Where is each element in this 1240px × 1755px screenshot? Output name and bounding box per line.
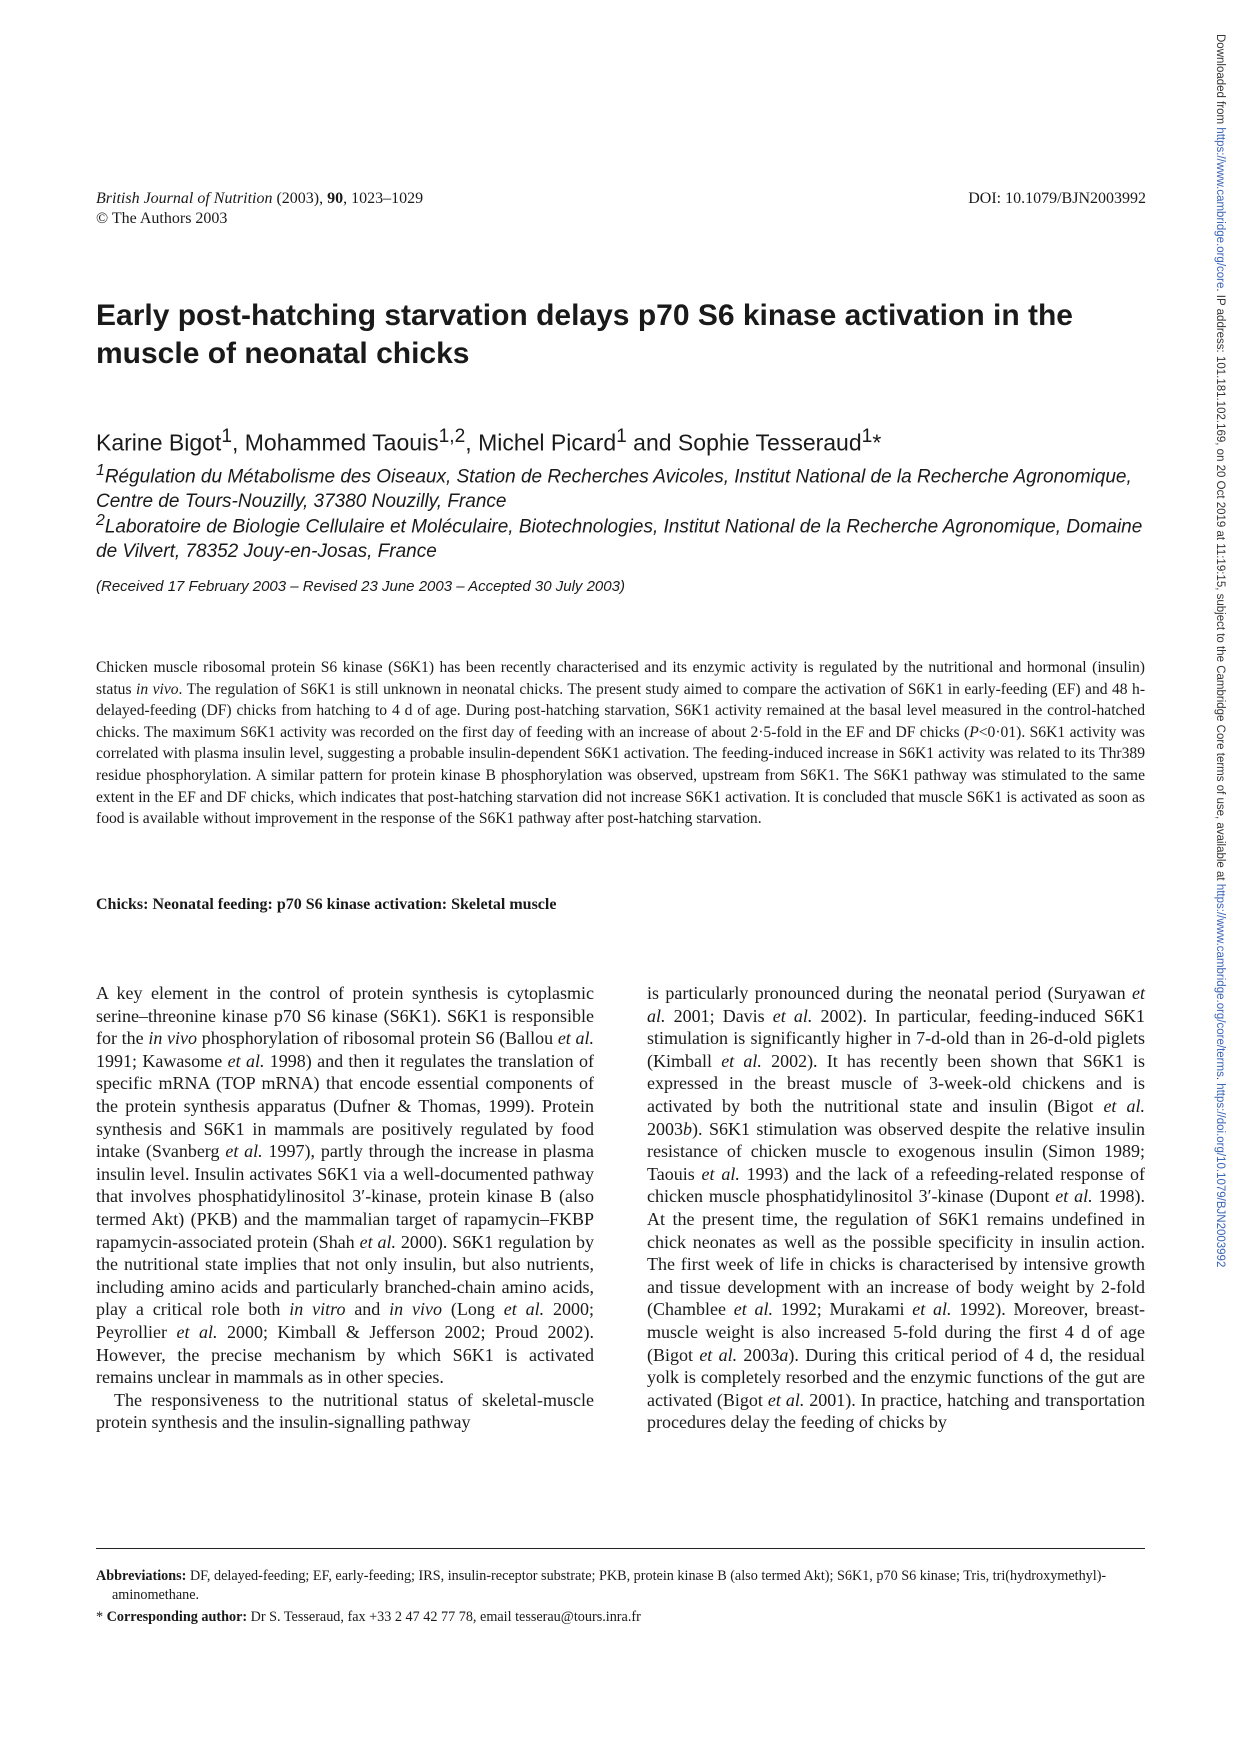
core-link[interactable]: https://www.cambridge.org/core [1214, 127, 1226, 289]
text-run: 2000; Peyrollier [96, 1299, 594, 1342]
text-run: (Long [442, 1299, 504, 1320]
article-title: Early post-hatching starvation delays p70 S6 kinase activation in the muscle of neonatal chicks [96, 299, 1073, 370]
abbreviations-label: Abbreviations: [96, 1568, 187, 1584]
watermark-sep: . [1214, 1076, 1226, 1084]
doi-label: DOI: 10.1079/BJN2003992 [968, 190, 1146, 207]
text-run-italic: et al. [225, 1141, 263, 1162]
abstract-text: <0·01). S6K1 activity was correlated with plasma insulin level, suggesting a probable insulin-dependent S6K1 activation. The feeding-induced increase in S6K1 activity was related to its Thr389 residue phosphorylation. A similar pattern for protein kinase B phosphorylation was observed, upstream from S6K1. The S6K1 pathway was stimulated to the same extent in the EF and DF chicks, which indicates that post-hatching starvation did not increase S6K1 activation. It is concluded that muscle S6K1 is activated as soon as food is available without improvement in the response of the S6K1 pathway after post-hatching starvation. [96, 723, 1145, 828]
affiliation-text: Régulation du Métabolisme des Oiseaux, Station de Recherches Avicoles, Institut National de la Recherche Agronomique, Centre de Tours-Nouzilly, 37380 Nouzilly, France [96, 466, 1132, 512]
watermark-prefix: Downloaded from [1214, 34, 1226, 128]
journal-citation [96, 189, 423, 229]
text-run: 1992). Moreover, breast-muscle weight is also increased 5-fold during the first 4 d of age (Bigot [647, 1299, 1145, 1365]
affiliation-number: 1 [96, 462, 105, 479]
text-run: 1993) and the lack of a refeeding-related response of chicken muscle phosphatidylinositol 3′-kinase (Dupont [647, 1163, 1145, 1207]
text-run-italic: in vitro [289, 1299, 346, 1320]
keywords: Chicks: Neonatal feeding: p70 S6 kinase activation: Skeletal muscle [96, 896, 557, 913]
journal-line [96, 189, 423, 209]
text-run-italic: et al. [721, 1050, 762, 1071]
text-run: phosphorylation of ribosomal protein S6 (Ballou [197, 1028, 558, 1049]
text-run: 2001). In practice, hatching and transportation procedures delay the feeding of chicks by [647, 1389, 1145, 1433]
affiliation-text: Laboratoire de Biologie Cellulaire et Moléculaire, Biotechnologies, Institut National de la Recherche Agronomique, Domaine de Vilvert, 78352 Jouy-en-Josas, France [96, 516, 1143, 562]
author-name: Karine Bigot [96, 429, 222, 456]
text-run-italic: in vivo [148, 1028, 198, 1049]
watermark-middle: . IP address: 101.181.102.169, on 20 Oct 2019 at 11:19:15, subject to the Cambridge Core terms of use, available at [1214, 288, 1226, 884]
corresponding-mark: * [96, 1609, 104, 1625]
journal-volume: 90 [327, 190, 344, 207]
download-watermark [1213, 34, 1227, 1267]
text-run: is particularly pronounced during the neonatal period (Suryawan [647, 983, 1132, 1003]
doi-link[interactable]: https://doi.org/10.1079/BJN2003992 [1214, 1083, 1226, 1268]
text-run: 1997), partly through the increase in plasma insulin level. Insulin activates S6K1 via a well-documented pathway that involves phosphatidylinositol 3′-kinase, protein kinase B (also termed Akt) (PKB) and the mammalian target of rapamycin–FKBP rapamycin-associated protein (Shah [96, 1141, 594, 1252]
author-affil-sup: 1 [616, 426, 627, 447]
abstract-text: . The regulation of S6K1 is still unknown in neonatal chicks. The present study aimed to compare the activation of S6K1 in early-feeding (EF) and 48 h-delayed-feeding (DF) chicks from hatching to 4 d of age. During post-hatching starvation, S6K1 activity remained at the basal level measured in the control-hatched chicks. The maximum S6K1 activity was recorded on the first day of feeding with an increase of about 2·5-fold in the EF and DF chicks ( [96, 680, 1146, 741]
text-run-italic: a [779, 1344, 789, 1365]
author-affil-sup: 1,2 [438, 426, 466, 447]
journal-year: (2003), [272, 190, 328, 207]
text-run-italic: et al. [699, 1344, 738, 1365]
abbreviations-text: DF, delayed-feeding; EF, early-feeding; IRS, insulin-receptor substrate; PKB, protein kinase B (also termed Akt); S6K1, p70 S6 kinase; Tris, tri(hydroxymethyl)-aminomethane. [112, 1568, 1107, 1603]
text-run: A key element in the control of protein synthesis is cytoplasmic serine–threonine kinase p70 S6 kinase (S6K1). S6K1 is responsible for the [96, 983, 594, 1049]
text-run: 2002). It has recently been shown that S6K1 is expressed in the breast muscle of 3-week-old chickens and is activated by both the nutritional state and insulin (Bigot [647, 1050, 1145, 1116]
abstract [96, 657, 1145, 830]
text-run: and [345, 1299, 390, 1320]
affiliation-number: 2 [96, 512, 105, 529]
author-list [96, 423, 881, 457]
affiliation-2 [96, 509, 1146, 564]
corresponding-author-footnote [96, 1608, 1145, 1627]
text-run: 2002). In particular, feeding-induced S6K1 stimulation is significantly higher in 7-d-old than in 26-d-old piglets (Kimball [647, 1005, 1146, 1071]
body-paragraph: The responsiveness to the nutritional status of skeletal-muscle protein synthesis and the insulin-signalling pathway [96, 1389, 594, 1433]
text-run: 2000). S6K1 regulation by the nutritional state implies that not only insulin, but also nutrients, including amino acids and particularly branched-chain amino acids, play a critical role both [96, 1231, 595, 1320]
abstract-text: Chicken muscle ribosomal protein S6 kinase (S6K1) has been recently characterised and its enzymic activity is regulated by the nutritional and hormonal (insulin) status [96, 659, 1145, 698]
text-run-italic: et al. [503, 1299, 545, 1320]
corresponding-text: Dr S. Tesseraud, fax +33 2 47 42 77 78, email tesserau@tours.inra.fr [247, 1609, 641, 1625]
text-run-italic: et al. [772, 1005, 813, 1026]
author-name: and Sophie Tesseraud [626, 429, 862, 456]
text-run-italic: b [683, 1118, 692, 1139]
text-run-italic: et al. [359, 1231, 396, 1252]
copyright: © The Authors 2003 [96, 210, 228, 227]
text-run-italic: et al. [557, 1028, 594, 1049]
body-column-left [96, 982, 594, 1434]
text-run-italic: et al. [227, 1050, 265, 1071]
text-run-italic: et al. [176, 1321, 218, 1342]
abbreviations-line [96, 1567, 1145, 1605]
text-run: 1991; Kawasome [96, 1050, 228, 1071]
text-run: 2000; Kimball & Jefferson 2002; Proud 2002). However, the precise mechanism by which S6K1 is activated remains unclear in mammals as in other species. [96, 1321, 594, 1388]
journal-name: British Journal of Nutrition [96, 190, 273, 207]
text-run: ). S6K1 stimulation was observed despite the relative insulin resistance of chicken muscle to exogenous insulin (Simon 1989; Taouis [647, 1118, 1145, 1184]
author-name: , Michel Picard [465, 429, 617, 456]
body-paragraph [647, 982, 1145, 1434]
corresponding-mark: * [872, 429, 882, 456]
footnote-divider [96, 1548, 1145, 1549]
text-run: 2003 [737, 1344, 780, 1365]
text-run: ). During this critical period of 4 d, the residual yolk is completely resorbed and the enzymic functions of the gut are activated (Bigot [647, 1344, 1145, 1410]
corresponding-label: Corresponding author: [106, 1609, 248, 1625]
abstract-em: P [969, 723, 979, 741]
abstract-em: in vivo [135, 680, 179, 698]
affiliation-1 [96, 459, 1146, 514]
journal-pages: , 1023–1029 [343, 190, 424, 207]
text-run: 2001; Davis [665, 1005, 773, 1026]
author-name: , Mohammed Taouis [231, 429, 439, 456]
text-run: 1998). At the present time, the regulation of S6K1 remains undefined in chick neonates as well as the possible specificity in insulin action. The first week of life in chicks is characterised by intensive growth and tissue development with an increase of body weight by 2-fold (Chamblee [647, 1186, 1145, 1320]
terms-link[interactable]: https://www.cambridge.org/core/terms [1214, 883, 1226, 1077]
text-run-italic: et al. [1055, 1186, 1093, 1207]
text-run-italic: et al. [912, 1299, 952, 1320]
author-affil-sup: 1 [861, 426, 873, 447]
text-run: 2003 [647, 1118, 683, 1139]
received-dates: (Received 17 February 2003 – Revised 23 June 2003 – Accepted 30 July 2003) [96, 578, 625, 595]
text-run-italic: in vivo [389, 1299, 443, 1320]
text-run-italic: et al. [733, 1299, 773, 1320]
body-paragraph [96, 982, 594, 1389]
text-run: 1998) and then it regulates the translation of specific mRNA (TOP mRNA) that encode essential components of the protein synthesis apparatus (Dufner & Thomas, 1999). Protein synthesis and S6K1 in mammals are positively regulated by food intake (Svanberg [96, 1050, 594, 1162]
text-run-italic: et al. [647, 983, 1145, 1026]
text-run: 1992; Murakami [772, 1299, 913, 1320]
text-run-italic: et al. [701, 1163, 740, 1184]
text-run-italic: et al. [767, 1389, 805, 1410]
abbreviations-footnote [96, 1567, 1145, 1605]
author-affil-sup: 1 [221, 426, 232, 447]
text-run-italic: et al. [1103, 1095, 1145, 1116]
body-column-right [647, 982, 1145, 1434]
